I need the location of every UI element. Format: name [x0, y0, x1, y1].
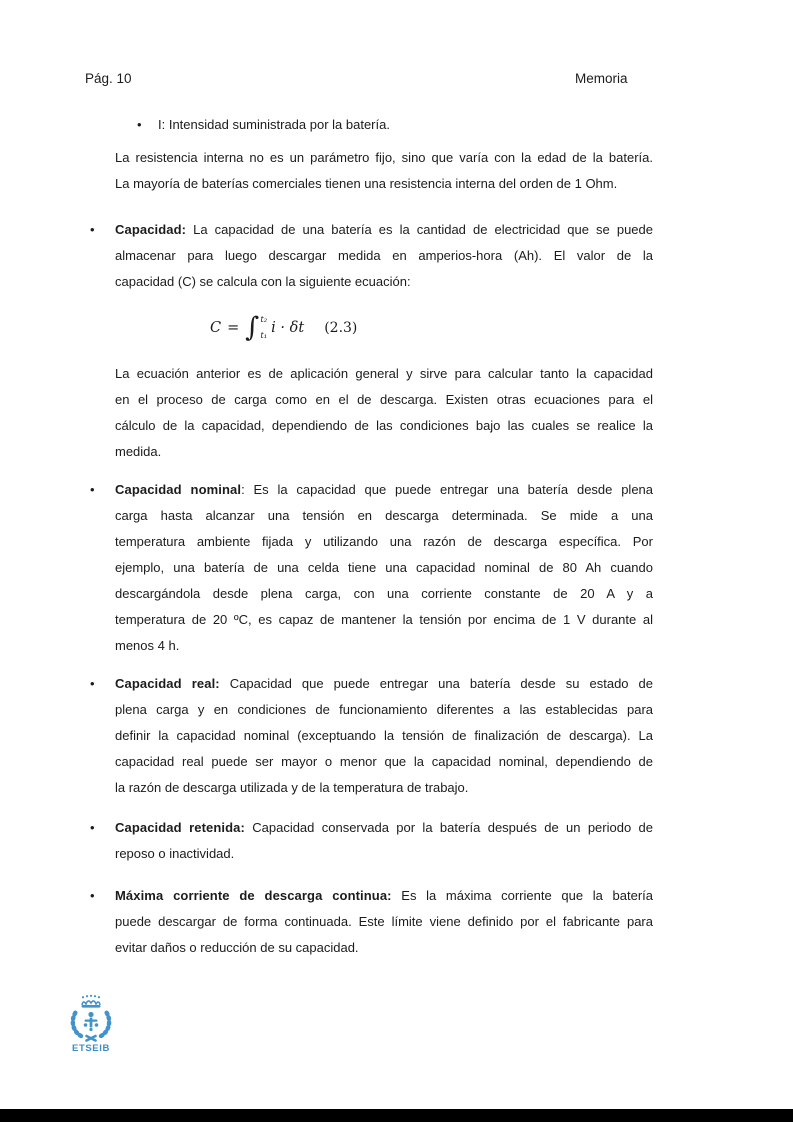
text-line: capacidad (C) se calcula con la siguiente ecuación: — [115, 274, 411, 289]
text-line: evitar daños o reducción de su capacidad. — [115, 940, 359, 955]
term-label: Capacidad: — [115, 222, 187, 237]
paragraph-ecuacion — [115, 361, 653, 465]
text-line: capacidad real puede ser mayor o menor que la capacidad nominal, dependiendo de — [115, 754, 653, 769]
bullet-item-capacidad-real — [88, 671, 653, 801]
term-label: Capacidad nominal — [115, 482, 242, 497]
text-line: plena carga y en condiciones de funcionamiento diferentes a las establecidas para — [115, 702, 653, 717]
equation-lhs: C — [210, 320, 222, 336]
etseib-crest-icon — [66, 994, 116, 1042]
bullet-item-capacidad — [88, 217, 653, 295]
bullet-marker: • — [90, 676, 95, 691]
text-line: menos 4 h. — [115, 638, 180, 653]
sub-bullet-intensidad — [137, 112, 653, 138]
page-footer-bar — [0, 1109, 793, 1122]
integral-lower-limit: t₁ — [260, 330, 268, 341]
text-line: cálculo de la capacidad, dependiendo de las condiciones bajo las cuales se realice la — [115, 418, 653, 433]
integral-symbol: ∫ — [245, 311, 260, 343]
text-line — [115, 815, 653, 841]
equation-integrand: i · δt — [271, 320, 305, 336]
bullet-marker: • — [90, 820, 95, 835]
text-line: almacenar para luego descargar medida en amperios-hora (Ah). El valor de la — [115, 248, 653, 263]
term-label: Capacidad retenida: — [115, 820, 245, 835]
text-line: ejemplo, una batería de una celda tiene una capacidad nominal de 80 Ah cuando — [115, 560, 653, 575]
text-line — [115, 671, 653, 697]
header-page-number: Pág. 10 — [85, 71, 132, 86]
bullet-item-maxima-corriente — [88, 883, 653, 961]
text-line: la razón de descarga utilizada y de la temperatura de trabajo. — [115, 780, 469, 795]
etseib-logo-label: ETSEIB — [72, 1043, 110, 1054]
text-line: La mayoría de baterías comerciales tienen una resistencia interna del orden de 1 Ohm. — [115, 176, 618, 191]
equation-capacity — [210, 311, 357, 345]
text-line: La resistencia interna no es un parámetro fijo, sino que varía con la edad de la batería. — [115, 150, 653, 165]
paragraph-resistencia — [115, 145, 653, 197]
term-definition: Capacidad que puede entregar una batería desde su estado de — [219, 676, 653, 691]
term-definition: La capacidad de una batería es la cantidad de electricidad que se puede — [186, 222, 653, 237]
term-definition: Es la máxima corriente que la batería — [391, 888, 653, 903]
text-line: temperatura de 20 ºC, es capaz de mantener la tensión por encima de 1 V durante al — [115, 612, 653, 627]
bullet-marker: • — [137, 117, 142, 132]
text-line: descargándola desde plena carga, con una corriente constante de 20 A y a — [115, 586, 653, 601]
text-line: carga hasta alcanzar una tensión en descarga determinada. Se mide a una — [115, 508, 653, 523]
integral-upper-limit: t₂ — [260, 315, 268, 325]
text-line: definir la capacidad nominal (exceptuando la tensión de finalización de descarga). La — [115, 728, 653, 743]
text-line: La ecuación anterior es de aplicación general y sirve para calcular tanto la capacidad — [115, 366, 653, 381]
text-line — [115, 883, 653, 909]
term-label: Máxima corriente de descarga continua: — [115, 888, 392, 903]
text-line — [115, 477, 653, 503]
bullet-item-capacidad-retenida — [88, 815, 653, 867]
term-definition: : Es la capacidad que puede entregar una batería desde plena — [241, 482, 653, 497]
header-section-title: Memoria — [575, 71, 628, 86]
text-line: en el proceso de carga como en el de descarga. Existen otras ecuaciones para el — [115, 392, 653, 407]
bullet-item-capacidad-nominal — [88, 477, 653, 659]
bullet-marker: • — [90, 888, 95, 903]
text-line: medida. — [115, 444, 162, 459]
text-line: temperatura ambiente fijada y utilizando una razón de descarga específica. Por — [115, 534, 653, 549]
equation-equals: = — [227, 320, 240, 336]
text-line — [115, 217, 653, 243]
integral-limits — [260, 315, 267, 341]
term-label: Capacidad real: — [115, 676, 220, 691]
equation-number: (2.3) — [324, 320, 358, 336]
term-definition: Capacidad conservada por la batería después de un periodo de — [244, 820, 653, 835]
text-line: I: Intensidad suministrada por la batería. — [158, 117, 390, 132]
etseib-logo — [64, 994, 118, 1054]
bullet-marker: • — [90, 222, 95, 237]
text-line: reposo o inactividad. — [115, 846, 235, 861]
text-line: puede descargar de forma continuada. Este límite viene definido por el fabricante para — [115, 914, 653, 929]
bullet-marker: • — [90, 482, 95, 497]
